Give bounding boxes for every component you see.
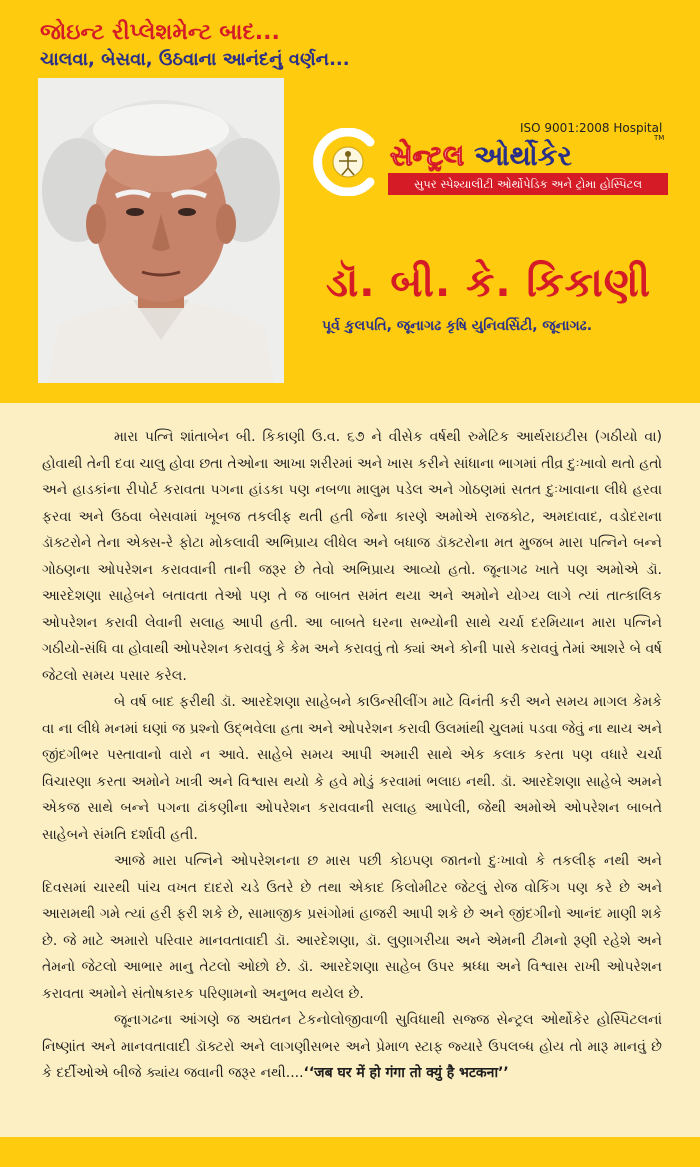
headline: જોઇન્ટ રીપ્લેશમેન્ટ બાદ... — [40, 20, 280, 45]
hospital-logo-icon — [312, 128, 380, 196]
footer-band — [0, 1137, 700, 1167]
hindi-quote: ‘‘जब घर में हो गंगा तो क्युं है भटकना’’ — [303, 1065, 509, 1081]
trademark-symbol: TM — [654, 134, 665, 142]
person-name: ડૉ. બી. કે. કિકાણી — [326, 260, 652, 306]
brand-part-1: સેન્ટ્રલ — [390, 139, 465, 172]
paragraph-2: બે વર્ષ બાદ ફરીથી ડૉ. આરદેશણા સાહેબને કાઉન્સીલીંગ માટે વિનંતી કરી અને સમય માગલ કેમકે વા ના લીધે મનમાં ઘણાં જ પ્રશ્નો ઉદ્‌ભવેલા હતા અને ઓપરેશન કરાવી ઉલમાંથી ચુલમાં પડવા જેવું ના થાય અને જીંદગીભર પસ્તાવાનો વારો ન આવે. સાહેબે સમય આપી અમારી સાથે એક કલાક કરતા પણ વધારે ચર્ચા વિચારણા કરતા અમોને ખાત્રી અને વિશ્વાસ થયો કે હવે મોડું કરવામાં ભલાઇ નથી. ડૉ. આરદેશણા સાહેબે અમને એકજ સાથે બન્ને પગના ઢાંકણીના ઓપરેશન કરાવવાની સલાહ આપેલી, જેથી અમોએ ઓપરેશન બાબતે સાહેબને સંમતિ દર્શાવી હતી. — [42, 694, 662, 843]
subheadline: ચાલવા, બેસવા, ઉઠવાના આનંદનું વર્ણન... — [40, 49, 350, 70]
hospital-brand — [390, 138, 572, 174]
portrait-photo — [38, 78, 284, 383]
testimonial-body — [42, 424, 662, 1087]
paragraph-4-text: જૂનાગઢના આંગણે જ અદ્યતન ટેકનોલોજીવાળી સુવિધાથી સજ્જ સેન્ટ્રલ ઓર્થોકેર હોસ્પિટલનાં નિષ્ણાંત અને માનવતાવાદી ડૉક્ટરો અને લાગણીસભર અને પ્રેમાળ સ્ટાફ જ્યારે ઉપલબ્ધ હોય તો મારૂ માનવું છે કે દર્દીઓએ બીજે ક્યાંય જવાની જરૂર નથી.... — [42, 1012, 662, 1081]
hospital-tagline: સુપર સ્પેશ્યાલીટી ઓર્થોપેડિક અને ટ્રોમા હોસ્પિટલ — [388, 173, 668, 195]
portrait-image — [38, 78, 284, 383]
paragraph-1: મારા પત્નિ શાંતાબેન બી. કિકાણી ઉ.વ. ૬૭ ને વીસેક વર્ષથી રુમેટિક આર્થરાઇટીસ (ગઠીયો વા) હોવાથી તેની દવા ચાલુ હોવા છતા તેઓના આખા શરીરમાં અને ખાસ કરીને સાંધાના ભાગમાં તીવ્ર દુઃખાવો થતો હતો અને હાડકાંના રીપોર્ટ કરાવતા પગના હાંડકા પણ નબળા માલુમ પડેલ અને ગોઠણમાં સતત દુઃખાવાના લીધે હરવા ફરવા અને ઉઠવા બેસવામાં ખૂબજ તકલીફ થતી હતી જેના કારણે અમોએ રાજકોટ, અમદાવાદ, વડોદરાના ડૉક્ટરોને તેના એક્સ-રે ફોટા મોકલાવી અભિપ્રાય લીધેલ અને બધાજ ડૉક્ટરોના મત મુજબ મારા પત્નિને બન્ને ગોઠણના ઓપરેશન કરાવવાની તાની જરૂર છે તેવો અભિપ્રાય આવ્યો હતો. જૂનાગઢ ખાતે પણ અમોએ ડૉ. આરદેશણા સાહેબને બતાવતા તેઓ પણ તે જ બાબત સમંત થયા અને અમોને યોગ્ય લાગે ત્યાં તાત્કાલિક ઓપરેશન કરાવી લેવાની સલાહ આપી હતી. આ બાબતે ઘરના સભ્યોની સાથે ચર્ચા દરમિયાન મારા પત્નિને ગઠીયો-સંધિ વા હોવાથી ઓપરેશન કરાવવું કે કેમ અને કરાવવું તો ક્યાં અને કોની પાસે કરાવવું તેમાં આશરે બે વર્ષ જેટલો સમય પસાર કરેલ. — [42, 429, 663, 684]
paragraph-3: આજે મારા પત્નિને ઓપરેશનના છ માસ પછી કોઇપણ જાતનો દુઃખાવો કે તકલીફ નથી અને દિવસમાં ચારથી પાંચ વખત દાદરો ચડે ઉતરે છે તથા એકાદ કિલોમીટર જેટલું રોજ વોકિંગ પણ કરે છે અને આરામથી ગમે ત્યાં હરી ફરી શકે છે, સામાજીક પ્રસંગોમાં હાજરી આપી શકે છે અને જીંદગીનો આનંદ માણી શકે છે. જે માટે અમારો પરિવાર માનવતાવાદી ડૉ. આરદેશણા, ડૉ. લુણાગરીયા અને એમની ટીમનો રૂણી રહેશે અને તેમનો જેટલો આભાર માનુ તેટલો ઓછો છે. ડૉ. આરદેશણા સાહેબ ઉપર શ્રધ્ધા અને વિશ્વાસ રાખી ઓપરેશન કરાવતા અમોને સંતોષકારક પરિણામનો અનુભવ થયેલ છે. — [42, 853, 662, 1002]
iso-certification: ISO 9001:2008 Hospital — [520, 121, 663, 135]
paragraph-4 — [42, 1007, 662, 1087]
person-designation: પૂર્વ કુલપતિ, જૂનાગઢ કૃષિ યુનિવર્સિટી, જૂનાગઢ. — [322, 318, 593, 334]
brand-part-2: ઓર્થોકેર — [473, 139, 572, 172]
